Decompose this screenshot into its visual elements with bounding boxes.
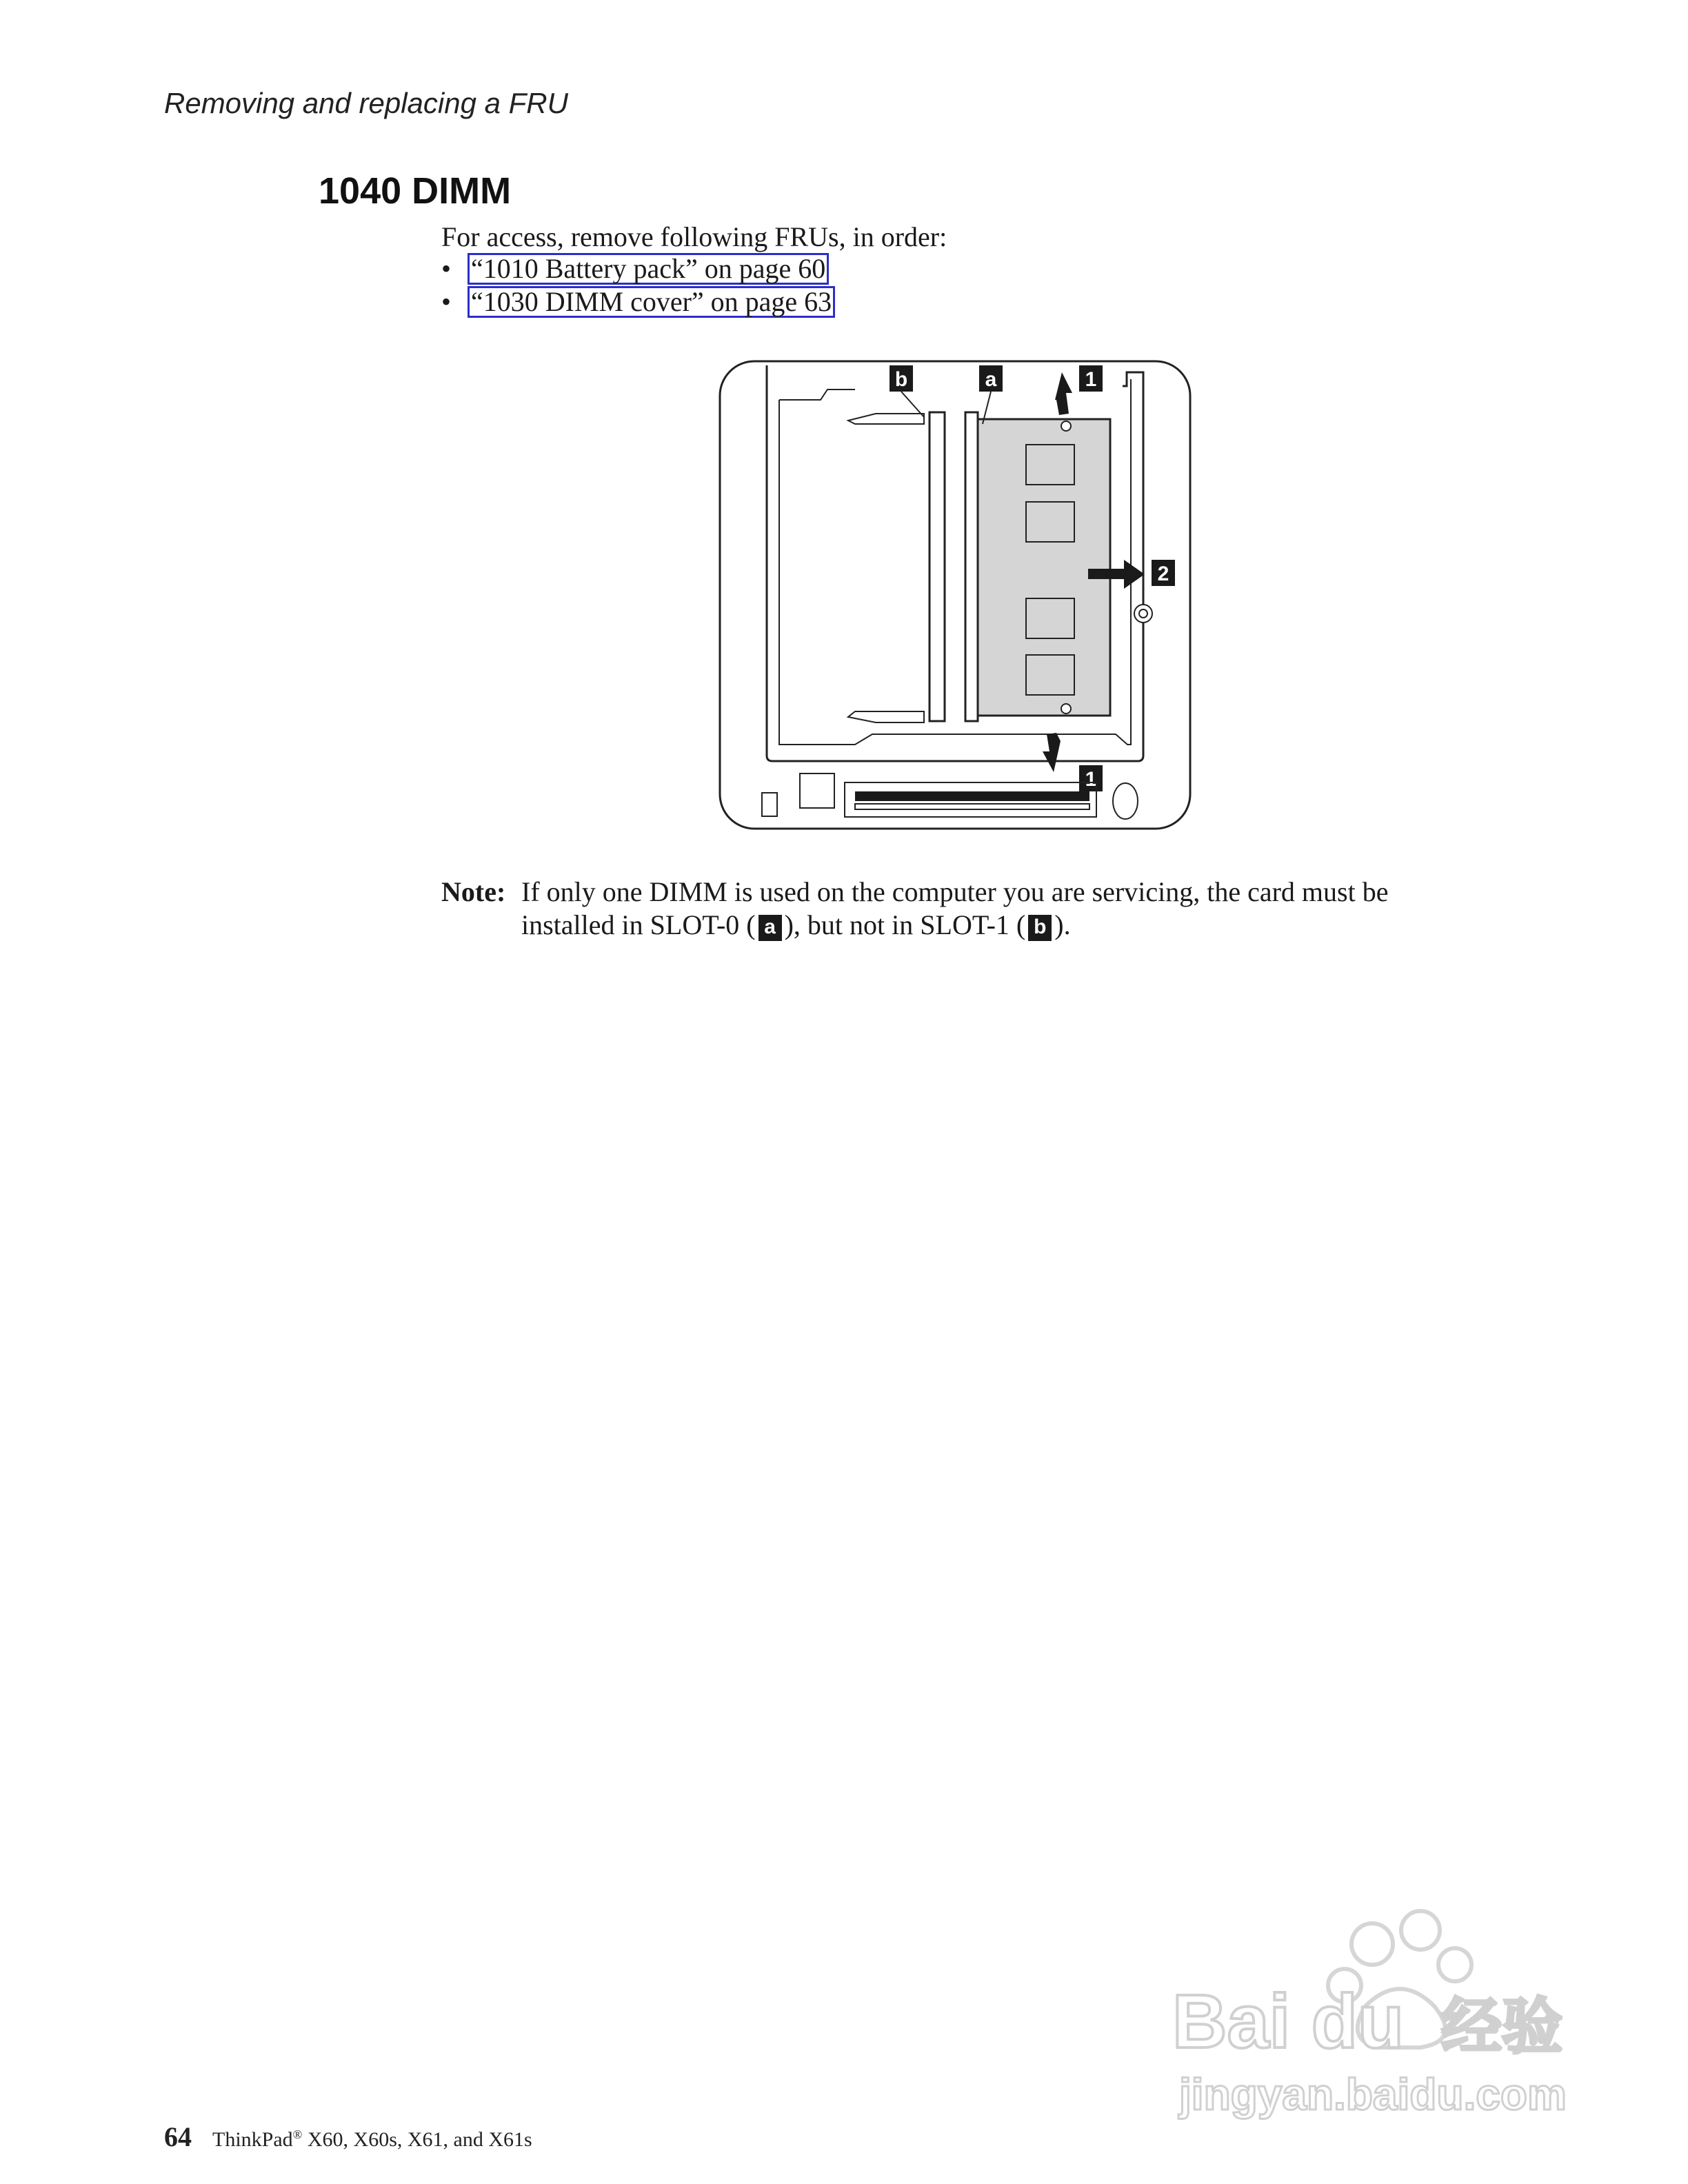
- figure-frame: [720, 361, 1190, 829]
- svg-text:1: 1: [1085, 368, 1097, 391]
- callout-step1-bottom: [1079, 765, 1103, 791]
- note-block: [441, 876, 1476, 942]
- dimm-removal-figure: [717, 358, 1193, 831]
- square-component: [800, 774, 834, 808]
- note-text-part: ), but not in SLOT-1 (: [784, 909, 1026, 940]
- callout-step1-top: [1079, 365, 1103, 392]
- note-text-part: If only one DIMM is used on the computer you are servicing, the card must be installed in SLOT-0 (: [521, 876, 1389, 940]
- product-name: ThinkPad: [212, 2128, 293, 2151]
- bullet-glyph: •: [441, 286, 452, 317]
- section-title: 1040 DIMM: [319, 170, 512, 212]
- callout-a: [979, 365, 1003, 392]
- list-item: [441, 252, 835, 285]
- prerequisite-list: [441, 252, 835, 318]
- bullet-glyph: •: [441, 253, 452, 284]
- svg-text:b: b: [894, 368, 908, 391]
- list-item: [441, 285, 835, 318]
- callout-b-inline: b: [1028, 915, 1052, 941]
- note-text-part: ).: [1054, 909, 1071, 940]
- slot-a-dimm: [965, 412, 1110, 721]
- slot-b: [848, 412, 945, 722]
- note-label: Note:: [441, 876, 506, 907]
- watermark-brand: Bai du: [1172, 1979, 1405, 2064]
- battery-pack-link[interactable]: “1010 Battery pack” on page 60: [468, 253, 829, 285]
- release-arrow-top: [1055, 372, 1072, 415]
- watermark-url: jingyan.baidu.com: [1179, 2070, 1567, 2119]
- running-head: Removing and replacing a FRU: [164, 87, 568, 119]
- oval-component: [1113, 783, 1138, 819]
- watermark-cjk: 经验: [1441, 1991, 1563, 2062]
- model-list: X60, X60s, X61, and X61s: [302, 2128, 532, 2151]
- dimm-cover-link[interactable]: “1030 DIMM cover” on page 63: [468, 286, 835, 318]
- small-component: [762, 793, 777, 816]
- screw: [1134, 605, 1152, 623]
- page-number: 64: [164, 2121, 192, 2152]
- note-text: [521, 876, 1476, 942]
- callout-step2: [1152, 560, 1175, 586]
- svg-text:a: a: [985, 368, 997, 391]
- registered-mark: ®: [292, 2127, 303, 2141]
- svg-text:1: 1: [1085, 768, 1097, 791]
- baidu-jingyan-watermark: [1172, 1903, 1586, 2130]
- edge-connector: [845, 782, 1096, 817]
- callout-b: [890, 365, 913, 392]
- callout-a-inline: a: [758, 915, 782, 941]
- release-arrow-bottom: [1043, 733, 1061, 772]
- svg-text:2: 2: [1157, 563, 1169, 585]
- intro-text: For access, remove following FRUs, in order:: [441, 221, 947, 252]
- page-footer: [164, 2121, 532, 2153]
